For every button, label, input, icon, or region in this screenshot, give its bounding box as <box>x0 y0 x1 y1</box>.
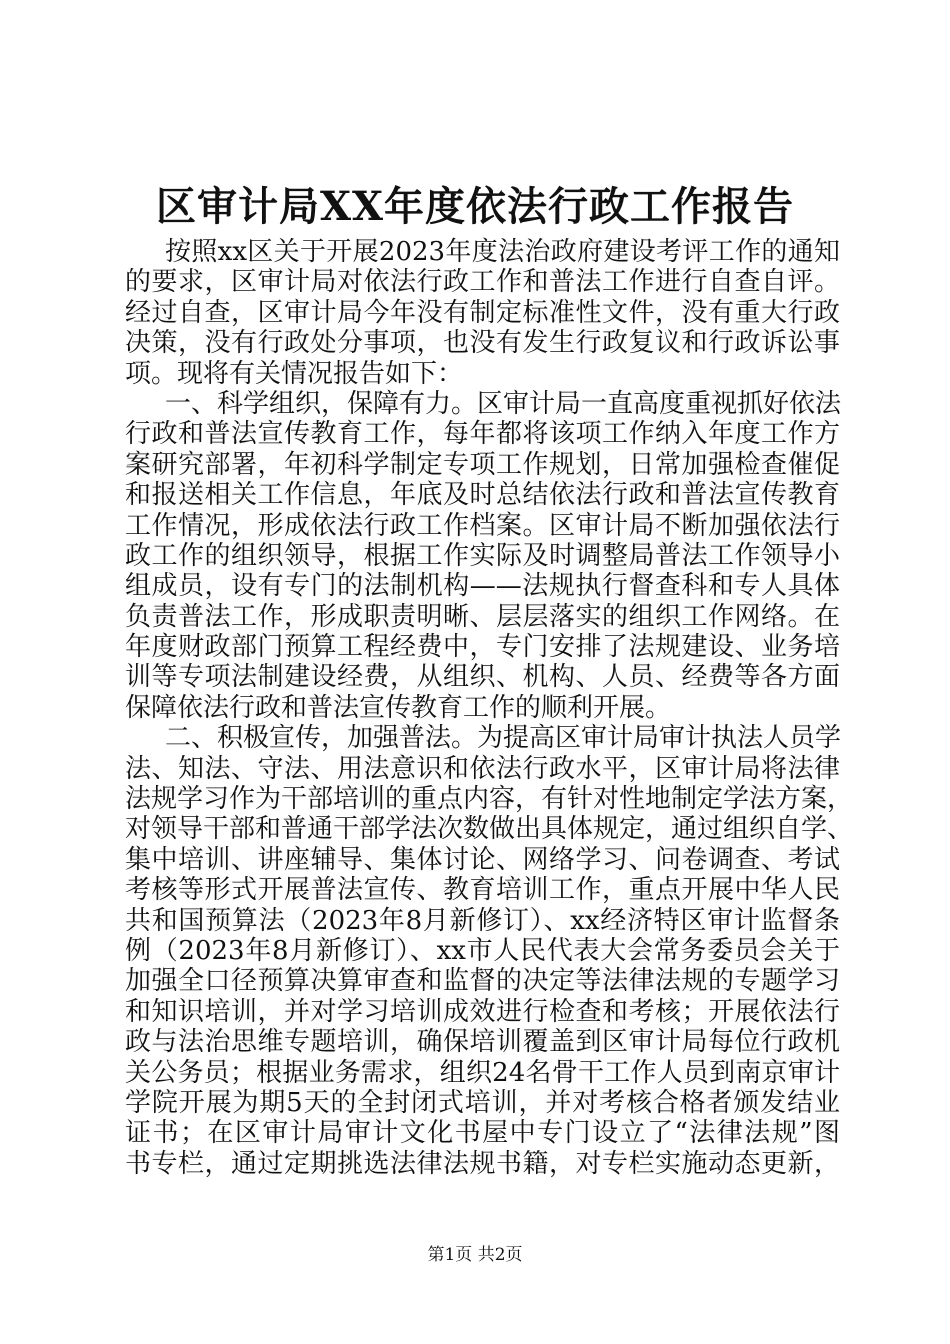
paragraph-line: 对领导干部和普通干部学法次数做出具体规定，通过组织自学、 <box>125 814 854 845</box>
paragraph-line: 集中培训、讲座辅导、集体讨论、网络学习、问卷调查、考试 <box>125 844 840 875</box>
paragraph-line: 法规学习作为干部培训的重点内容，有针对性地制定学法方案， <box>125 784 854 815</box>
paragraph-line: 工作情况，形成依法行政工作档案。区审计局不断加强依法行 <box>125 510 840 541</box>
paragraph-line: 负责普法工作，形成职责明晰、层层落实的组织工作网络。在 <box>125 601 840 632</box>
paragraph <box>125 237 840 389</box>
paragraph-line: 案研究部署，年初科学制定专项工作规划，日常加强检查催促 <box>125 449 840 480</box>
paragraph-line: 加强全口径预算决算审查和监督的决定等法律法规的专题学习 <box>125 966 840 997</box>
paragraph <box>125 723 854 1179</box>
paragraph-line: 政与法治思维专题培训，确保培训覆盖到区审计局每位行政机 <box>125 1027 840 1058</box>
paragraph-line: 年度财政部门预算工程经费中，专门安排了法规建设、业务培 <box>125 632 840 663</box>
paragraph-line: 保障依法行政和普法宣传教育工作的顺利开展。 <box>125 692 672 723</box>
document-body <box>125 237 854 1179</box>
paragraph-line: 的要求，区审计局对依法行政工作和普法工作进行自查自评。 <box>125 267 840 298</box>
paragraph-line: 政工作的组织领导，根据工作实际及时调整局普法工作领导小 <box>125 540 840 571</box>
paragraph-line: 证书；在区审计局审计文化书屋中专门设立了“法律法规”图 <box>125 1118 840 1149</box>
paragraph-line: 行政和普法宣传教育工作，每年都将该项工作纳入年度工作方 <box>125 419 840 450</box>
paragraph-line: 例（2023年8月新修订）、xx市人民代表大会常务委员会关于 <box>125 935 840 966</box>
paragraph-line: 经过自查，区审计局今年没有制定标准性文件，没有重大行政 <box>125 297 840 328</box>
document-title: 区审计局XX年度依法行政工作报告 <box>155 183 795 230</box>
paragraph-line: 一、科学组织，保障有力。区审计局一直高度重视抓好依法 <box>165 388 842 419</box>
paragraph-line: 学院开展为期5天的全封闭式培训，并对考核合格者颁发结业 <box>125 1087 840 1118</box>
paragraph-line: 决策，没有行政处分事项，也没有发生行政复议和行政诉讼事 <box>125 328 840 359</box>
paragraph-line: 和报送相关工作信息，年底及时总结依法行政和普法宣传教育 <box>125 480 840 511</box>
page-number-footer: 第1页 共2页 <box>427 1245 523 1265</box>
paragraph <box>125 389 840 723</box>
paragraph-line: 和知识培训，并对学习培训成效进行检查和考核；开展依法行 <box>125 996 840 1027</box>
paragraph-line: 考核等形式开展普法宣传、教育培训工作，重点开展中华人民 <box>125 875 840 906</box>
paragraph-line: 共和国预算法（2023年8月新修订）、xx经济特区审计监督条 <box>125 905 840 936</box>
paragraph-line: 按照xx区关于开展2023年度法治政府建设考评工作的通知 <box>165 237 840 267</box>
paragraph-line: 关公务员；根据业务需求，组织24名骨干工作人员到南京审计 <box>125 1057 840 1088</box>
paragraph-line: 项。现将有关情况报告如下： <box>125 358 464 389</box>
paragraph-line: 二、积极宣传，加强普法。为提高区审计局审计执法人员学 <box>165 723 842 754</box>
paragraph-line: 组成员，设有专门的法制机构——法规执行督查科和专人具体 <box>125 571 840 602</box>
paragraph-line: 书专栏，通过定期挑选法律法规书籍，对专栏实施动态更新， <box>125 1148 840 1179</box>
paragraph-line: 训等专项法制建设经费，从组织、机构、人员、经费等各方面 <box>125 662 840 693</box>
paragraph-line: 法、知法、守法、用法意识和依法行政水平，区审计局将法律 <box>125 753 840 784</box>
